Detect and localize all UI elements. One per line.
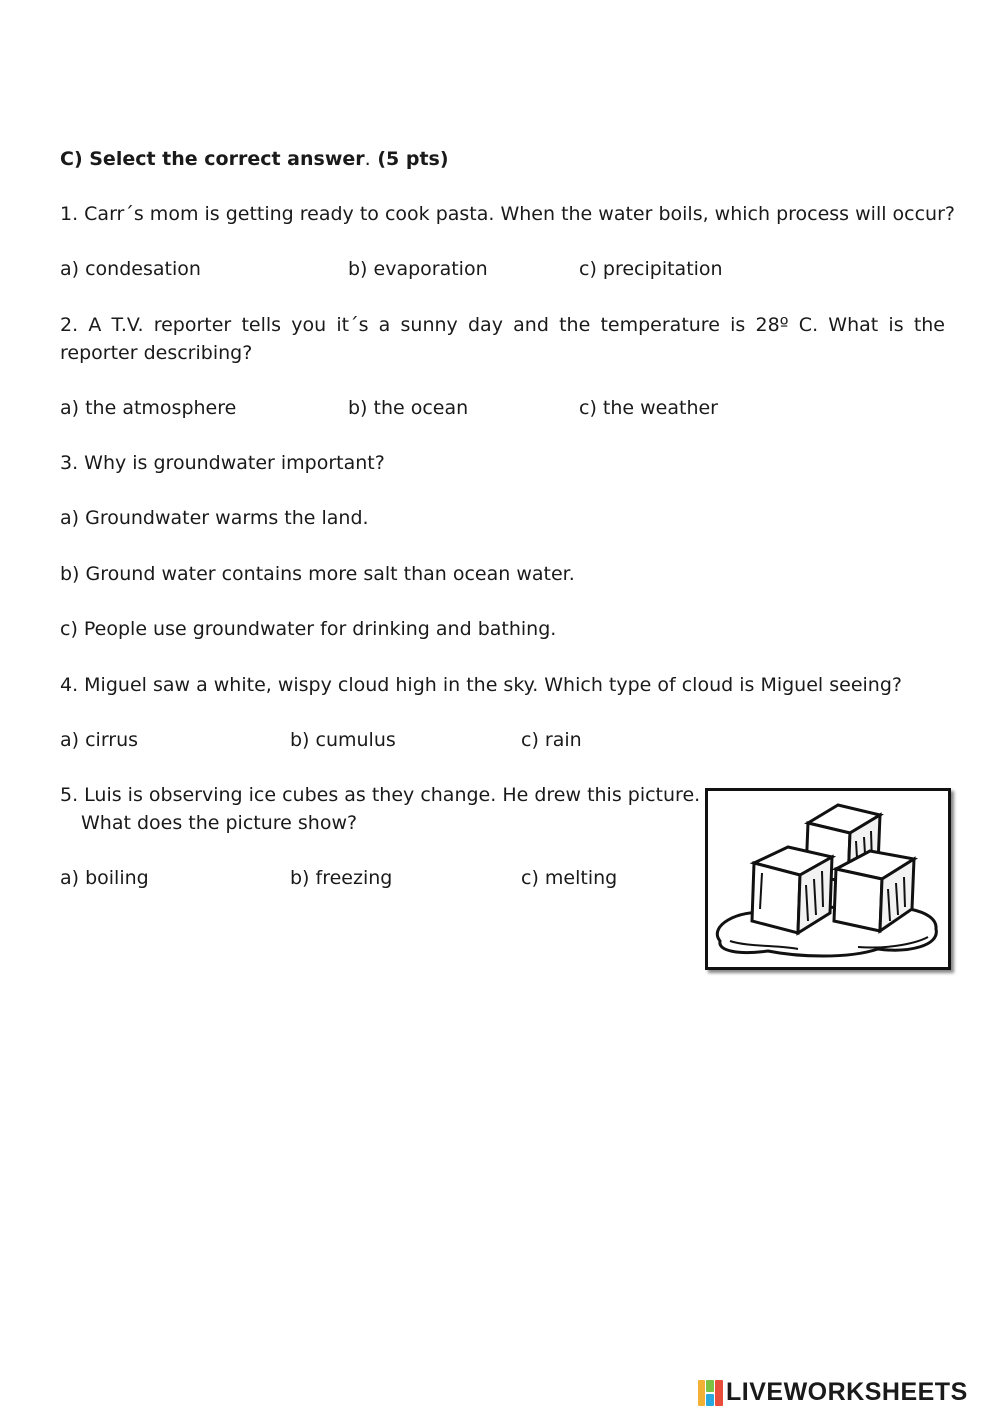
q3-option-c[interactable]: c) People use groundwater for drinking and bathing. (60, 618, 557, 640)
logo-mark-icon (698, 1378, 724, 1408)
melting-ice-cubes-image (705, 788, 951, 970)
logo-text: LIVEWORKSHEETS (726, 1378, 968, 1406)
q1-option-c[interactable]: c) precipitation (579, 258, 723, 280)
q2-option-a[interactable]: a) the atmosphere (60, 397, 237, 419)
question-2-text: 2. A T.V. reporter tells you it´s a sunny day and the temperature is 28º C. What is the reporter describing? (60, 314, 945, 364)
q1-option-b[interactable]: b) evaporation (348, 258, 488, 280)
section-heading (60, 145, 449, 173)
q4-option-b[interactable]: b) cumulus (290, 729, 396, 751)
ice-cubes-drawing (708, 791, 948, 967)
q5-option-b[interactable]: b) freezing (290, 867, 393, 889)
question-5-text-line2: What does the picture show? (81, 812, 358, 834)
q1-option-a[interactable]: a) condesation (60, 258, 201, 280)
q3-option-b[interactable]: b) Ground water contains more salt than ocean water. (60, 563, 575, 585)
q4-option-c[interactable]: c) rain (521, 729, 582, 751)
section-points: (5 pts) (377, 148, 449, 170)
q3-option-a[interactable]: a) Groundwater warms the land. (60, 507, 369, 529)
section-dot: . (364, 148, 371, 170)
question-3-text: 3. Why is groundwater important? (60, 452, 385, 474)
question-5-text-line1: 5. Luis is observing ice cubes as they change. He drew this picture. (60, 784, 701, 806)
q2-option-c[interactable]: c) the weather (579, 397, 718, 419)
liveworksheets-logo (698, 1378, 968, 1410)
section-label: C) Select the correct answer (60, 148, 365, 170)
q5-option-c[interactable]: c) melting (521, 867, 618, 889)
q2-option-b[interactable]: b) the ocean (348, 397, 469, 419)
question-4-text: 4. Miguel saw a white, wispy cloud high in the sky. Which type of cloud is Miguel seeing? (60, 674, 902, 696)
q5-option-a[interactable]: a) boiling (60, 867, 149, 889)
question-1-text: 1. Carr´s mom is getting ready to cook pasta. When the water boils, which process will occur? (60, 203, 955, 225)
q4-option-a[interactable]: a) cirrus (60, 729, 139, 751)
